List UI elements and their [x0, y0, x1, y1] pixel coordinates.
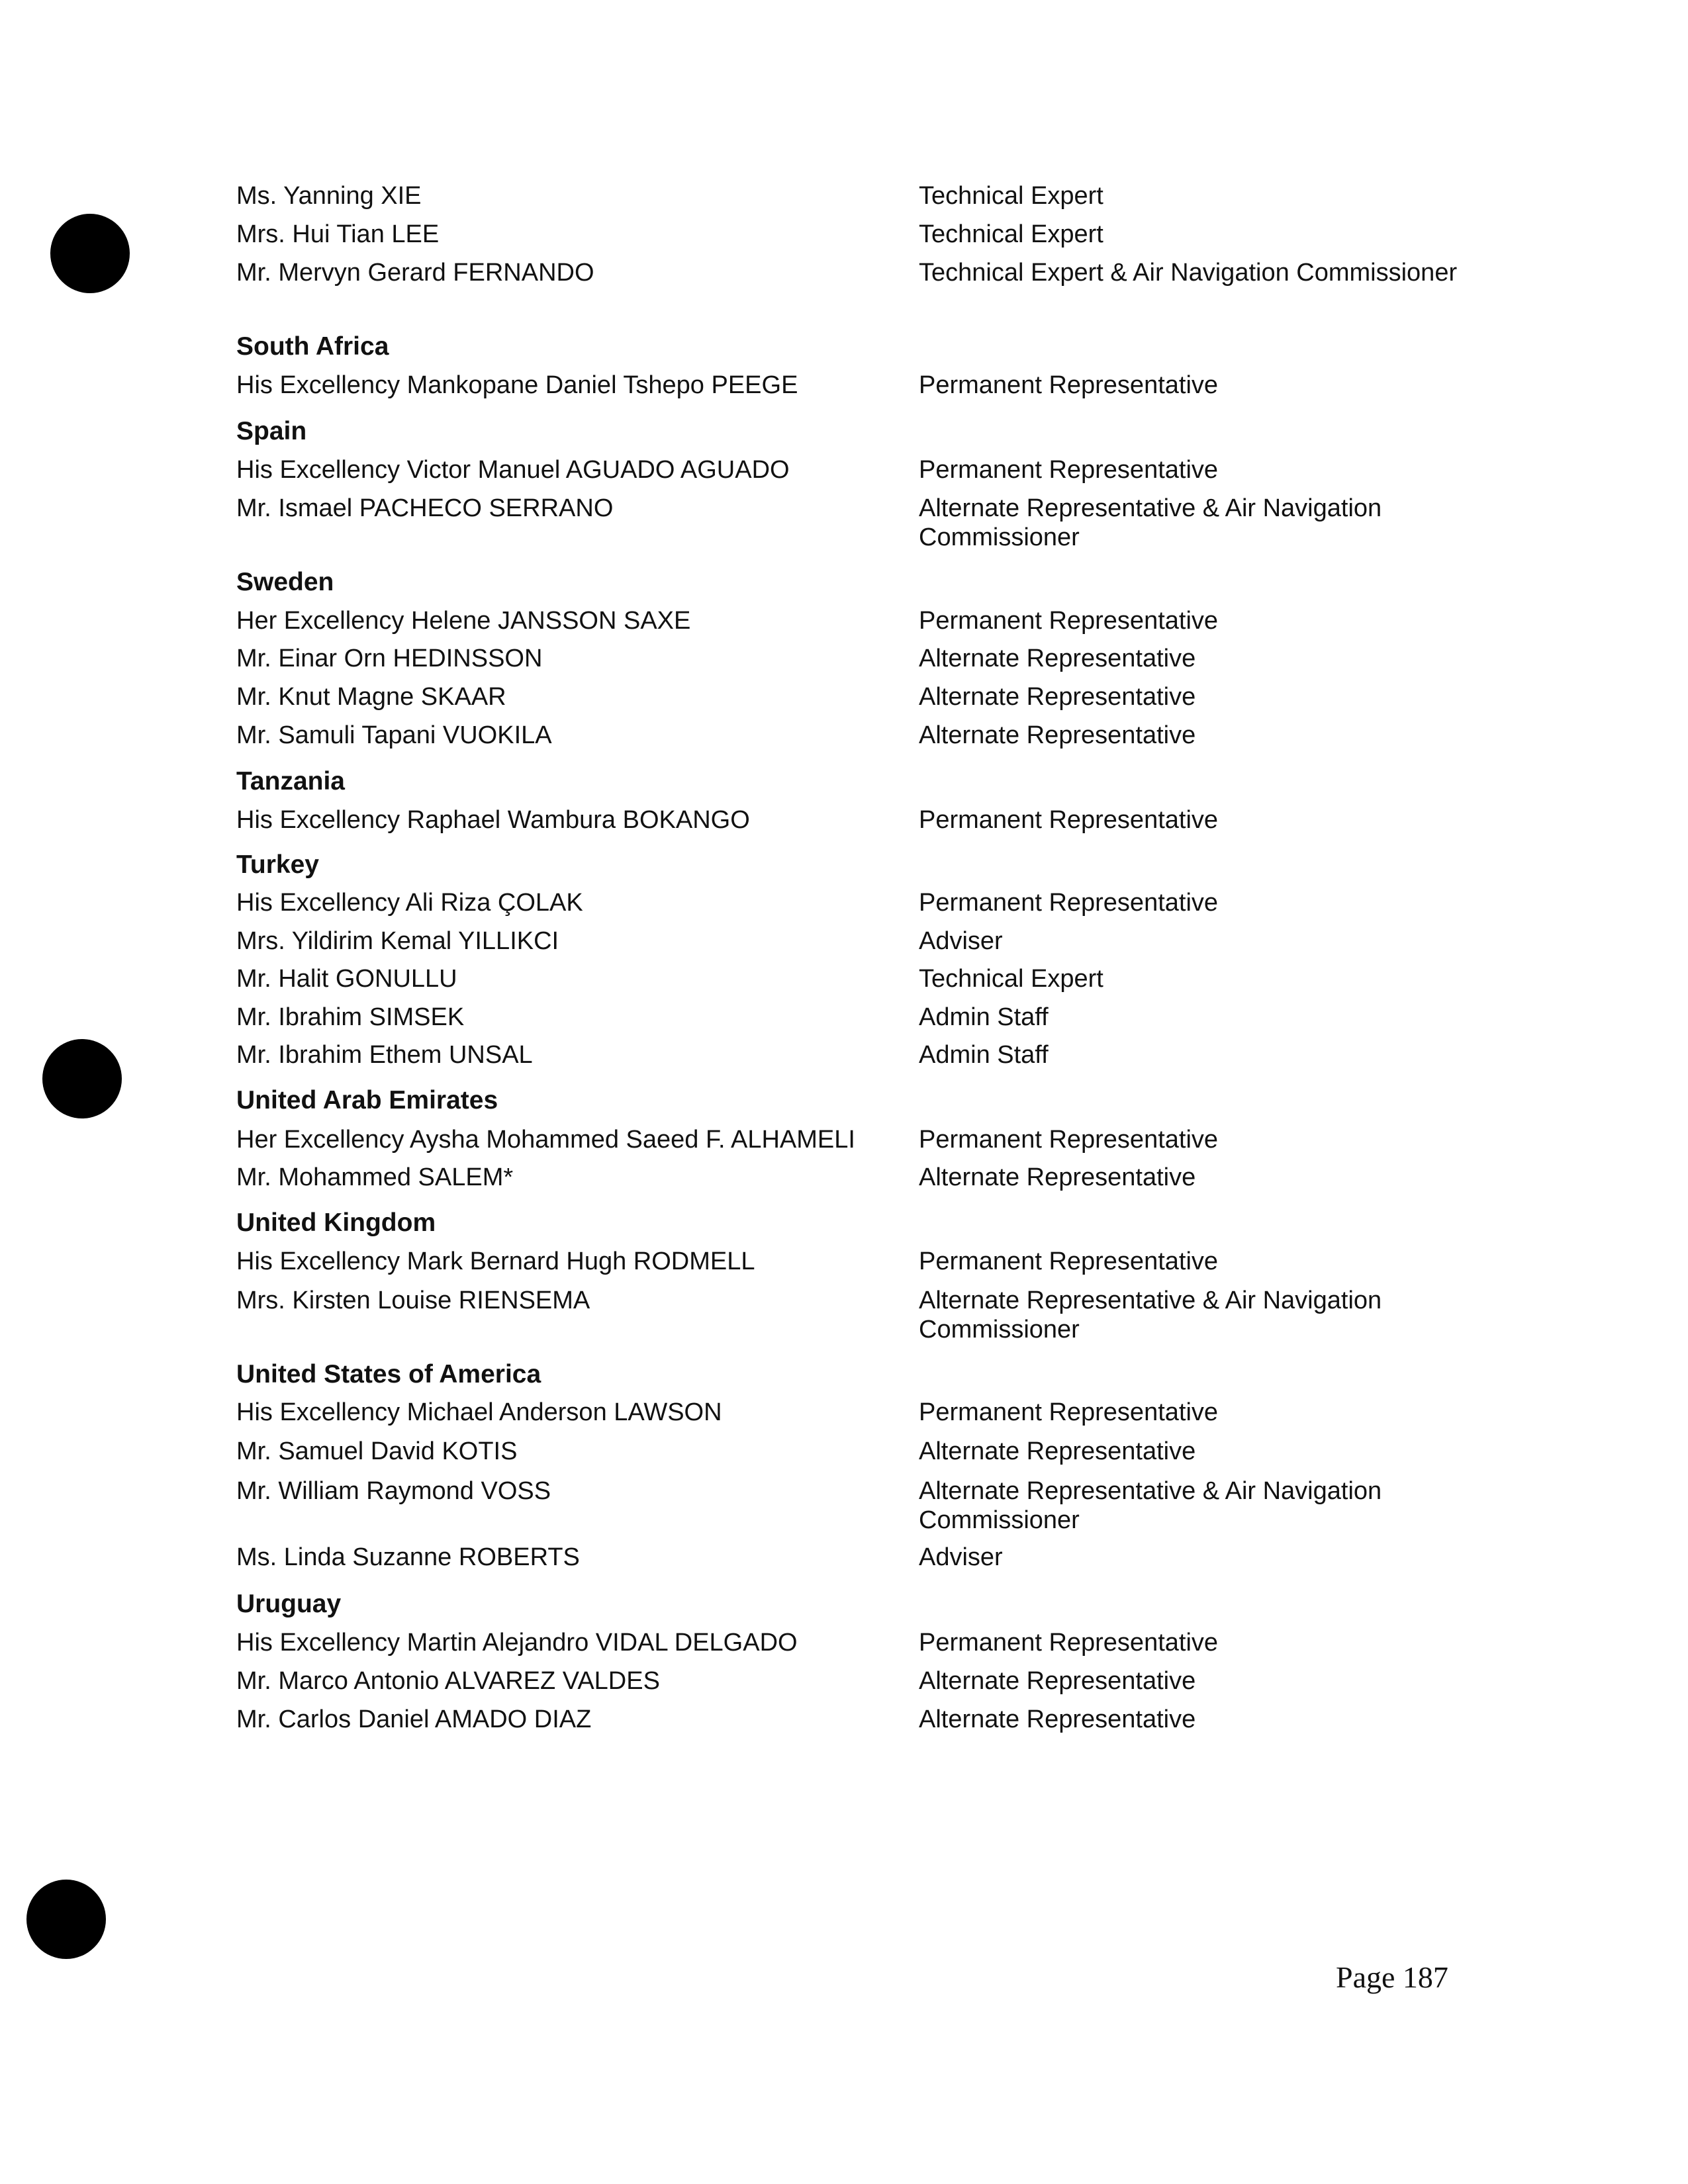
punch-hole-middle [42, 1039, 122, 1118]
delegate-role: Alternate Representative [919, 683, 1196, 711]
delegate-name: Mrs. Hui Tian LEE [236, 220, 440, 248]
delegate-name: Mr. Ibrahim Ethem UNSAL [236, 1041, 533, 1069]
delegate-role: Alternate Representative [919, 645, 1196, 672]
delegate-name: His Excellency Raphael Wambura BOKANGO [236, 806, 750, 834]
delegate-name: Mrs. Yildirim Kemal YILLIKCI [236, 927, 559, 955]
delegate-name: Mr. Mohammed SALEM* [236, 1163, 514, 1191]
delegate-name: Mr. Ibrahim SIMSEK [236, 1003, 465, 1031]
delegate-role: Alternate Representative [919, 1437, 1196, 1465]
delegate-role: Admin Staff [919, 1041, 1049, 1069]
delegate-name: His Excellency Mankopane Daniel Tshepo PEEGE [236, 371, 798, 399]
delegate-name: His Excellency Ali Riza ÇOLAK [236, 889, 583, 917]
country-heading: United Arab Emirates [236, 1086, 498, 1115]
country-heading: Tanzania [236, 767, 345, 796]
delegate-name: Mr. Einar Orn HEDINSSON [236, 645, 543, 672]
delegate-role: Technical Expert & Air Navigation Commissioner [919, 259, 1458, 287]
delegate-name: His Excellency Martin Alejandro VIDAL DELGADO [236, 1629, 798, 1657]
delegate-role: Alternate Representative [919, 1667, 1196, 1695]
country-heading: United Kingdom [236, 1208, 436, 1237]
delegate-name: His Excellency Mark Bernard Hugh RODMELL [236, 1248, 755, 1275]
delegate-role: Permanent Representative [919, 806, 1219, 834]
country-heading: Sweden [236, 568, 334, 596]
delegate-role: Alternate Representative [919, 1163, 1196, 1191]
country-heading: Spain [236, 417, 307, 445]
delegate-name: Her Excellency Helene JANSSON SAXE [236, 607, 691, 635]
delegate-role: Technical Expert [919, 182, 1103, 210]
delegate-name: Mr. William Raymond VOSS [236, 1477, 551, 1505]
country-heading: Uruguay [236, 1590, 342, 1618]
delegate-name: Mr. Carlos Daniel AMADO DIAZ [236, 1706, 592, 1733]
country-heading: United States of America [236, 1360, 541, 1388]
delegate-name: His Excellency Victor Manuel AGUADO AGUADO [236, 456, 790, 484]
delegate-name: Mr. Samuli Tapani VUOKILA [236, 721, 552, 749]
delegate-role: Admin Staff [919, 1003, 1049, 1031]
delegate-role: Permanent Representative [919, 607, 1219, 635]
country-heading: South Africa [236, 332, 389, 361]
delegate-name: Ms. Yanning XIE [236, 182, 422, 210]
delegate-name: Mr. Knut Magne SKAAR [236, 683, 506, 711]
delegate-role: Technical Expert [919, 965, 1103, 993]
delegate-role: Alternate Representative & Air Navigation Commissioner [919, 494, 1382, 551]
delegate-role: Adviser [919, 927, 1003, 955]
delegate-role: Alternate Representative [919, 721, 1196, 749]
delegate-name: Mr. Marco Antonio ALVAREZ VALDES [236, 1667, 660, 1695]
delegate-role: Permanent Representative [919, 1126, 1219, 1154]
delegate-role: Permanent Representative [919, 456, 1219, 484]
delegate-role: Permanent Representative [919, 889, 1219, 917]
delegate-role: Alternate Representative & Air Navigation Commissioner [919, 1477, 1382, 1534]
delegate-role: Alternate Representative & Air Navigation Commissioner [919, 1287, 1382, 1343]
delegate-name: Mr. Samuel David KOTIS [236, 1437, 518, 1465]
delegate-name: Mr. Mervyn Gerard FERNANDO [236, 259, 594, 287]
delegate-role: Permanent Representative [919, 1629, 1219, 1657]
delegate-name: Mr. Ismael PACHECO SERRANO [236, 494, 614, 522]
delegate-role: Permanent Representative [919, 1248, 1219, 1275]
delegate-name: Mrs. Kirsten Louise RIENSEMA [236, 1287, 590, 1314]
delegate-role: Technical Expert [919, 220, 1103, 248]
delegate-name: Ms. Linda Suzanne ROBERTS [236, 1543, 580, 1571]
punch-hole-top [50, 214, 130, 293]
delegate-role: Permanent Representative [919, 371, 1219, 399]
page-number: Page 187 [1336, 1960, 1448, 1994]
delegate-role: Adviser [919, 1543, 1003, 1571]
punch-hole-bottom [26, 1880, 106, 1959]
delegate-role: Permanent Representative [919, 1398, 1219, 1426]
delegate-name: Her Excellency Aysha Mohammed Saeed F. ALHAMELI [236, 1126, 855, 1154]
delegate-name: His Excellency Michael Anderson LAWSON [236, 1398, 722, 1426]
delegate-name: Mr. Halit GONULLU [236, 965, 457, 993]
delegate-role: Alternate Representative [919, 1706, 1196, 1733]
country-heading: Turkey [236, 850, 319, 879]
